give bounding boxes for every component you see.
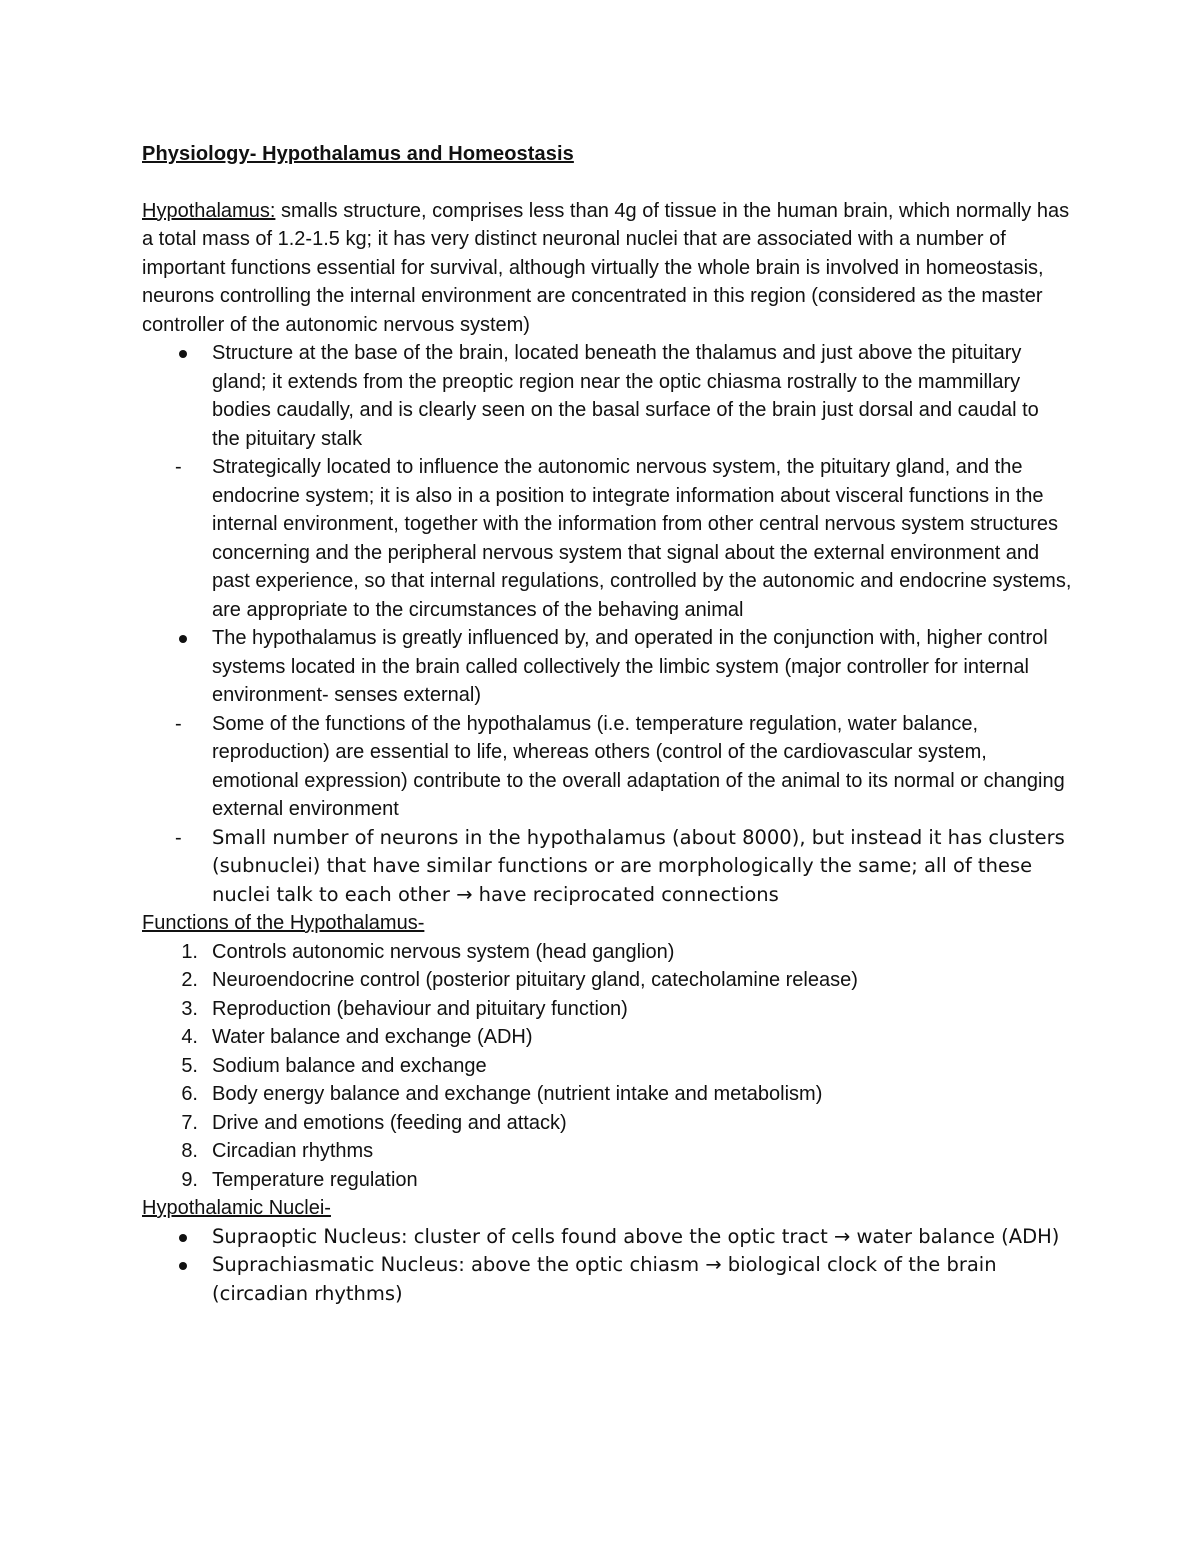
list-item [142,1251,1072,1308]
list-item [142,966,1072,995]
list-item [142,824,1072,910]
functions-heading: Functions of the Hypothalamus- [142,912,425,934]
list-item-text: Controls autonomic nervous system (head ganglion) [212,940,675,963]
list-item-text: Some of the functions of the hypothalamus (i.e. temperature regulation, water balance, reproduction) are essential to life, whereas others (control of the cardiovascular system, emotional expression) contribute to the overall adaptation of the animal to its normal or changing external environment [212,712,1065,820]
nuclei-list [142,1223,1072,1309]
list-item-text: Structure at the base of the brain, located beneath the thalamus and just above the pituitary gland; it extends from the preoptic region near the optic chiasma rostrally to the mammillary bodies caudally, and is clearly seen on the basal surface of the brain just dorsal and caudal to the pituitary stalk [212,342,1039,450]
dash-marker: - [175,712,182,735]
hypothalamus-notes-list [142,339,1072,909]
intro-paragraph [142,197,1072,340]
dash-marker: - [175,456,182,478]
list-number: 7. [181,1111,198,1134]
list-item [142,938,1072,967]
list-item-text: Suprachiasmatic Nucleus: above the optic chiasm → biological clock of the brain (circadian rhythms) [212,1253,997,1305]
list-item [142,1166,1072,1195]
list-item-text: Circadian rhythms [212,1140,374,1162]
document-title: Physiology- Hypothalamus and Homeostasis [142,143,574,165]
list-number: 3. [181,997,198,1020]
list-item [142,1109,1072,1138]
list-item-text: Drive and emotions (feeding and attack) [212,1111,567,1134]
list-item [142,624,1072,710]
list-number: 6. [181,1083,198,1105]
bullet-icon [179,1234,187,1242]
list-item-text: The hypothalamus is greatly influenced by, and operated in the conjunction with, higher control systems located in the brain called collectively the limbic system (major controller for internal environment- senses external) [212,627,1048,706]
list-item-text: Sodium balance and exchange [212,1054,487,1077]
list-item [142,1080,1072,1109]
list-item-text: Water balance and exchange (ADH) [212,1026,533,1048]
list-item [142,453,1072,624]
list-number: 4. [181,1026,198,1048]
list-number: 5. [181,1054,198,1077]
list-number: 2. [181,969,198,991]
list-number: 1. [181,940,198,963]
document-page [142,140,1072,1308]
list-number: 9. [181,1168,198,1191]
list-number: 8. [181,1140,198,1162]
list-item [142,1223,1072,1252]
list-item [142,1023,1072,1052]
list-item [142,1052,1072,1081]
list-item-text: Supraoptic Nucleus: cluster of cells found above the optic tract → water balance (ADH) [212,1224,1060,1248]
list-item [142,339,1072,453]
list-item-text: Small number of neurons in the hypothalamus (about 8000), but instead it has clusters (subnuclei) that have similar functions or are morphologically the same; all of these nuclei talk to each other → have reciprocated connections [212,825,1065,906]
list-item-text: Body energy balance and exchange (nutrient intake and metabolism) [212,1083,823,1105]
functions-list [142,938,1072,1195]
bullet-icon [179,635,187,643]
list-item [142,1137,1072,1166]
list-item [142,710,1072,824]
list-item-text: Temperature regulation [212,1168,418,1191]
bullet-icon [179,350,187,358]
nuclei-heading: Hypothalamic Nuclei- [142,1197,331,1219]
list-item-text: Neuroendocrine control (posterior pituitary gland, catecholamine release) [212,969,858,991]
list-item-text: Strategically located to influence the autonomic nervous system, the pituitary gland, and the endocrine system; it is also in a position to integrate information about visceral functions in the internal environment, together with the information from other central nervous system structures concerning and the peripheral nervous system that signal about the external environment and past experience, so that internal regulations, controlled by the autonomic and endocrine systems, are appropriate to the circumstances of the behaving animal [212,456,1072,621]
intro-text: smalls structure, comprises less than 4g of tissue in the human brain, which normally has a total mass of 1.2-1.5 kg; it has very distinct neuronal nuclei that are associated with a number of important functions essential for survival, although virtually the whole brain is involved in homeostasis, neurons controlling the internal environment are concentrated in this region (considered as the master controller of the autonomic nervous system) [142,199,1070,336]
dash-marker: - [175,826,182,849]
bullet-icon [179,1262,187,1270]
list-item-text: Reproduction (behaviour and pituitary function) [212,997,628,1020]
intro-term: Hypothalamus: [142,199,276,222]
list-item [142,995,1072,1024]
